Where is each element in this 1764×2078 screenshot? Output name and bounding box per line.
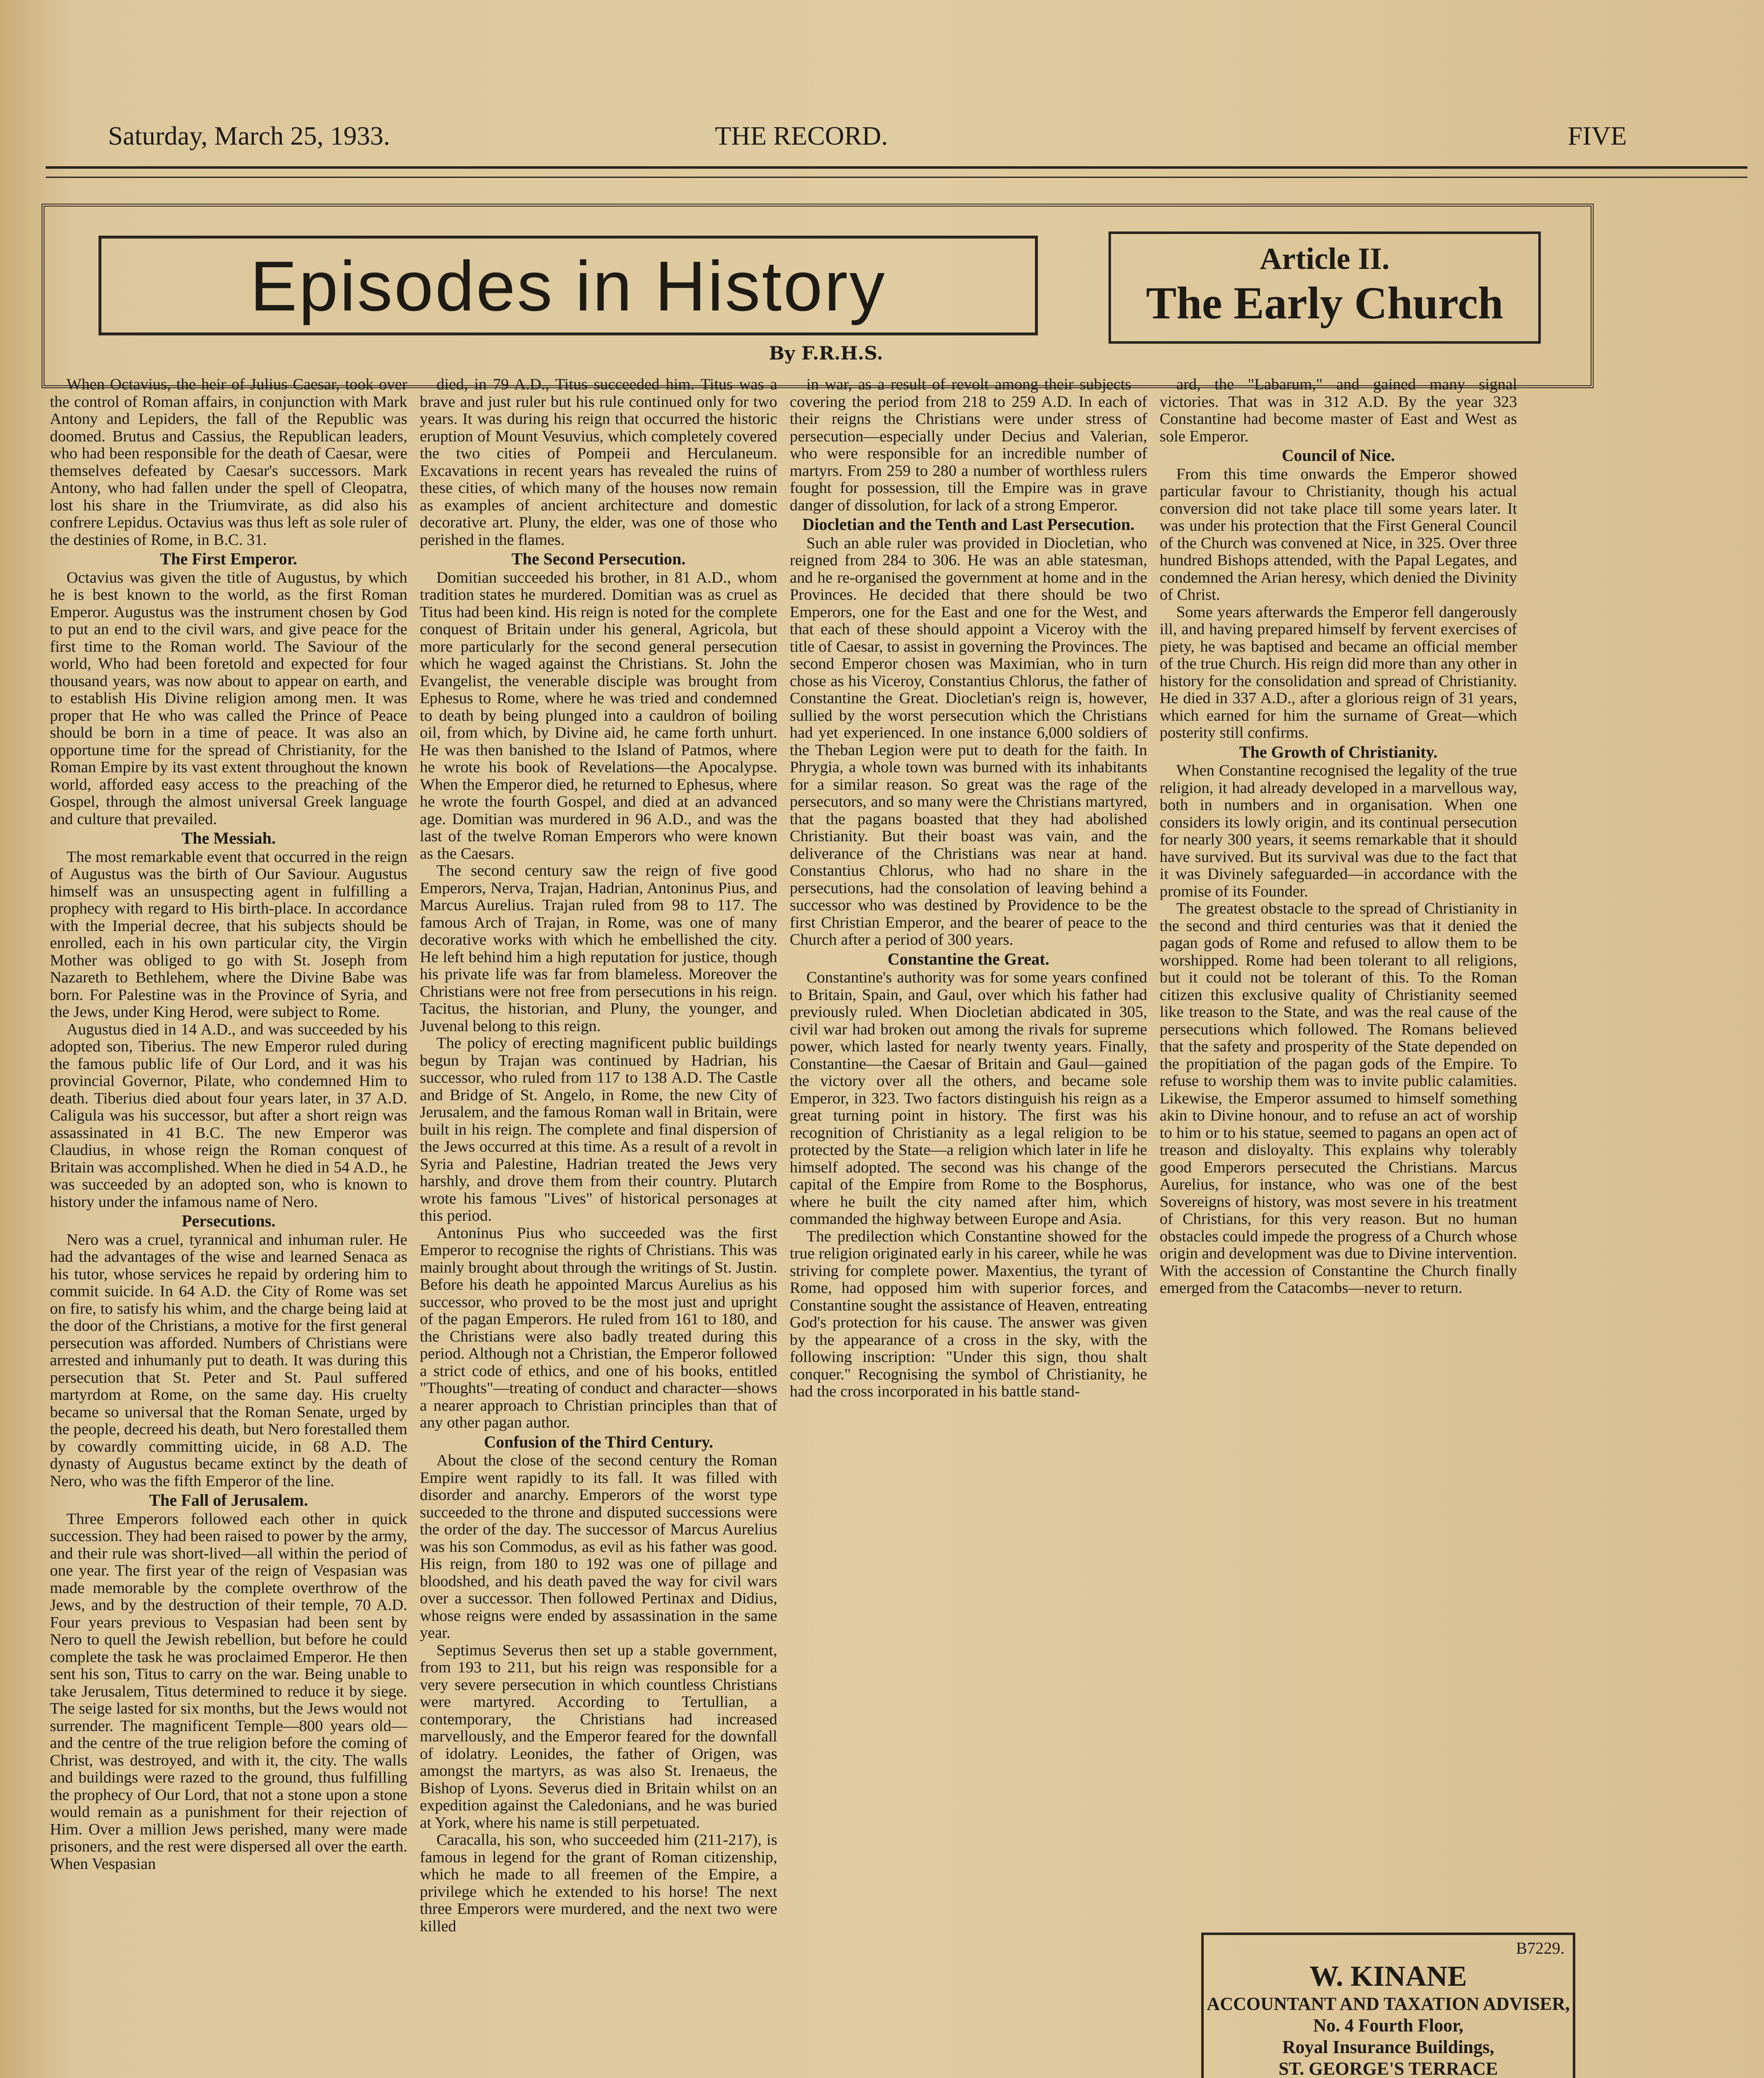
paragraph: Septimus Severus then set up a stable government, from 193 to 211, but his reign was responsible for a very severe persecution in which countless Christians were martyred. According to Tertullian, a contemporary, the Christians had increased marvellously, and the Emperor feared for the downfall of idolatry. Leonides, the father of Origen, was amongst the martyrs, as was also St. Irenaeus, the Bishop of Lyons. Severus died in Britain whilst on an expedition against the Caledonians, and he was buried at York, where his name is still perpetuated.	[420, 1641, 777, 1832]
section-heading: Diocletian and the Tenth and Last Persecution.	[802, 515, 1135, 534]
column-4	[1160, 376, 1517, 1914]
paragraph: The second century saw the reign of five good Emperors, Nerva, Trajan, Hadrian, Antoninus Pius, and Marcus Aurelius. Trajan ruled from 98 to 117. The famous Arch of Trajan, in Rome, was one of many decorative works with which he embellished the city. He left behind him a high reputation for justice, though his private life was far from blameless. Moreover the Christians were not free from persecutions in his reign. Tacitus, the historian, and Pluny, the younger, and Juvenal belong to this reign.	[420, 862, 777, 1035]
section-heading: The First Emperor.	[160, 549, 297, 568]
article-number: Article II.	[1259, 242, 1390, 276]
top-rule	[46, 166, 1747, 169]
top-rule-thin	[46, 177, 1747, 178]
ad-line: No. 4 Fourth Floor,	[1313, 2015, 1463, 2036]
ad-name: W. KINANE	[1309, 1960, 1467, 1992]
paragraph: The most remarkable event that occurred in the reign of Augustus was the birth of Our Saviour. Augustus himself was an unsuspecting agent in fulfilling a prophecy with regard to His birth-place. In accordance with the Imperial decree, that his subjects should be enrolled, each in his own particular city, the Virgin Mother was obliged to go with St. Joseph from Nazareth to Bethlehem, where the Divine Babe was born. For Palestine was in the Province of Syria, and the Jews, under King Herod, were subject to Rome.	[50, 848, 407, 1021]
section-heading: The Growth of Christianity.	[1239, 742, 1438, 761]
kinane-ad	[1201, 1933, 1575, 2078]
article-series-box	[1109, 231, 1541, 344]
paragraph: Augustus died in 14 A.D., and was succeeded by his adopted son, Tiberius. The new Emperor ruled during the famous public life of Our Lord, and it was his provincial Governor, Pilate, who condemned Him to death. Tiberius died about four years later, in 37 A.D. Caligula was his successor, but after a short reign was assassinated in 41 B.C. The new Emperor was Claudius, in whose reign the Roman conquest of Britain was accomplished. When he died in 54 A.D., he was succeeded by an adopted son, who is known to history under the infamous name of Nero.	[50, 1020, 407, 1211]
ad-line: Royal Insurance Buildings,	[1282, 2037, 1494, 2057]
paragraph: The predilection which Constantine showed for the true religion originated early in his career, while he was striving for complete power. Maxentius, the tyrant of Rome, had opposed him with superior forces, and Constantine sought the assistance of Heaven, entreating God's protection for his cause. The answer was given by the appearance of a cross in the sky, with the following inscription: "Under this sign, thou shalt conquer." Recognising the symbol of Christianity, he had the cross incorporated in his battle stand-	[790, 1227, 1147, 1400]
paragraph: died, in 79 A.D., Titus succeeded him. Titus was a brave and just ruler but his rule continued only for two years. It was during his reign that occurred the historic eruption of Mount Vesuvius, which completely covered the two cities of Pompeii and Herculaneum. Excavations in recent years has revealed the ruins of these cities, of which many of the houses now remain as examples of ancient architecture and domestic decorative art. Pluny, the elder, was one of those who perished in the flames.	[420, 376, 777, 549]
paragraph: From this time onwards the Emperor showed particular favour to Christianity, though his actual conversion did not take place till some years later. It was under his protection that the First General Council of the Church was convened at Nice, in 325. Over three hundred Bishops attended, with the Papal Legates, and condemned the Arian heresy, which denied the Divinity of Christ.	[1160, 465, 1517, 603]
masthead	[108, 112, 1627, 158]
section-heading: Confusion of the Third Century.	[484, 1432, 713, 1451]
issue-date: Saturday, March 25, 1933.	[108, 121, 390, 150]
paragraph: Some years afterwards the Emperor fell dangerously ill, and having prepared himself by fervent exercises of piety, he was baptised and became an official member of the true Church. His reign did more than any other in history for the consolidation and spread of Christianity. He died in 337 A.D., after a glorious reign of 31 years, which earned for him the surname of Great—which posterity still confirms.	[1160, 603, 1517, 741]
paragraph: Constantine's authority was for some years confined to Britain, Spain, and Gaul, over which his father had previously ruled. When Diocletian abdicated in 305, civil war had broken out among the rivals for supreme power, which lasted for nearly twenty years. Finally, Constantine—the Caesar of Britain and Gaul—gained the victory over all the others, and became sole Emperor, in 323. Two factors distinguish his reign as a great turning point in history. The first was his recognition of Christianity as a legal religion to be protected by the State—a religion which later in life he himself adopted. The second was his change of the capital of the Empire from Rome to the Bosphorus, where he built the city named after him, which commanded the highway between Europe and Asia.	[790, 969, 1147, 1228]
section-heading: The Messiah.	[181, 829, 276, 847]
section-heading: Constantine the Great.	[887, 949, 1050, 968]
column-3	[790, 376, 1147, 1698]
section-heading: Council of Nice.	[1281, 446, 1395, 465]
article-title: Episodes in History	[99, 236, 1038, 335]
paragraph: Domitian succeeded his brother, in 81 A.D., whom tradition states he murdered. Domitian was as cruel as Titus had been kind. His reign is noted for the complete conquest of Britain under his general, Agricola, but more particularly for the second general persecution which he waged against the Christians. St. John the Evangelist, the venerable disciple was brought from Ephesus to Rome, where he was tried and condemned to death by being plunged into a cauldron of boiling oil, from which, by Divine aid, he came forth unhurt. He was then banished to the Island of Patmos, where he wrote his book of Revelations—the Apocalypse. When the Emperor died, he returned to Ephesus, where he wrote the fourth Gospel, and died at an advanced age. Domitian was murdered in 96 A.D., and was the last of the twelve Roman Emperors who were known as the Caesars.	[420, 569, 777, 862]
ad-code: B7229.	[1516, 1939, 1564, 1957]
section-heading: Persecutions.	[182, 1211, 276, 1230]
paper-name: THE RECORD.	[715, 121, 888, 150]
article-subtitle: The Early Church	[1146, 278, 1503, 328]
column-2	[420, 376, 777, 2078]
paragraph: Octavius was given the title of Augustus, by which he is best known to the world, as the first Roman Emperor. Augustus was the instrument chosen by God to put an end to the civil wars, and give peace for the first time to the Roman world. The Saviour of the world, Who had been foretold and expected for four thousand years, was now about to appear on earth, and to establish His Divine religion among men. It was proper that He who was called the Prince of Peace should be born in a time of peace. It was also an opportune time for the spread of Christianity, for the Roman Empire by its vast extent throughout the known world, afforded easy access to the preaching of the Gospel, through the almost universal Greek language and culture that prevailed.	[50, 569, 407, 828]
column-1	[50, 376, 407, 2078]
byline: By F.R.H.S.	[769, 343, 883, 364]
paragraph: When Constantine recognised the legality of the true religion, it had already developed in a marvellous way, both in numbers and in organisation. When one considers its lowly origin, and its continual persecution for nearly 300 years, it seems remarkable that it should have survived. But its survival was due to the fact that it was Divinely safeguarded—in accordance with the promise of its Founder.	[1160, 762, 1517, 900]
paragraph: ard, the "Labarum," and gained many signal victories. That was in 312 A.D. By the year 323 Constantine had become master of East and West as sole Emperor.	[1160, 376, 1517, 445]
paragraph: The greatest obstacle to the spread of Christianity in the second and third centuries was that it denied the pagan gods of Rome and refused to allow them to be worshipped. Rome had been tolerant to all religions, but it could not be tolerant of this. To the Roman citizen this exclusive quality of Christianity seemed like treason to the State, and was the real cause of the persecutions which followed. The Romans believed that the safety and prosperity of the State depended on the propitiation of the pagan gods of the Empire. To refuse to worship them was to invite public calamities. Likewise, the Emperor assumed to himself something akin to Divine honour, and to refuse an act of worship to him or to his statue, seemed to pagans an open act of treason and disloyalty. This explains why tolerably good Emperors persecuted the Christians. Marcus Aurelius, for instance, who was one of the best Sovereigns of history, was most severe in his treatment of Christians, for this very reason. But no human obstacles could impede the progress of a Church whose origin and development was due to Divine intervention. With the accession of Constantine the Church finally emerged from the Catacombs—never to return.	[1160, 900, 1517, 1297]
section-heading: The Second Persecution.	[511, 549, 686, 568]
paragraph: Antoninus Pius who succeeded was the first Emperor to recognise the rights of Christians. This was mainly brought about through the writings of St. Justin. Before his death he appointed Marcus Aurelius as his successor, who proved to be the most just and upright of the pagan Emperors. He ruled from 161 to 180, and the Christians were also badly treated during this period. Although not a Christian, the Emperor followed a strict code of ethics, and one of his books, entitled "Thoughts"—treating of conduct and character—shows a nearer approach to Christian principles than that of any other pagan author.	[420, 1224, 777, 1431]
paragraph: The policy of erecting magnificent public buildings begun by Trajan was continued by Hadrian, his successor, who ruled from 117 to 138 A.D. The Castle and Bridge of St. Angelo, in Rome, the new City of Jerusalem, and the famous Roman wall in Britain, were built in his reign. The complete and final dispersion of the Jews occurred at this time. As a result of a revolt in Syria and Palestine, Hadrian treated the Jews very harshly, and drove them from their country. Plutarch wrote his famous "Lives" of historical personages at this period.	[420, 1034, 777, 1224]
paragraph: Such an able ruler was provided in Diocletian, who reigned from 284 to 306. He was an able statesman, and he re-organised the government at home and in the Provinces. He decided that there should be two Emperors, one for the East and one for the West, and that each of these should appoint a Viceroy with the title of Caesar, to assist in governing the Provinces. The second Emperor chosen was Maximian, who in turn chose as his Viceroy, Constantius Chlorus, the father of Constantine the Great. Diocletian's reign is, however, sullied by the worst persecution which the Christians had yet experienced. In one instance 6,000 soldiers of the Theban Legion were put to death for the faith. In Phrygia, a whole town was burned with its inhabitants for a similar reason. So great was the rage of the persecutors, and so many were the Christians martyred, that the pagans boasted that they had abolished Christianity. But their boast was vain, and the deliverance of the Christians was near at hand. Constantius Chlorus, who had no share in the persecutions, had the consolation of leaving behind a successor who was destined by Providence to be the first Christian Emperor, and the bearer of peace to the Church after a period of 300 years.	[790, 534, 1147, 948]
paragraph: Three Emperors followed each other in quick succession. They had been raised to power by the army, and their rule was short-lived—all within the period of one year. The first year of the reign of Vespasian was made memorable by the complete overthrow of the Jews, and by the destruction of their temple, 70 A.D. Four years previous to Vespasian had been sent by Nero to quell the Jewish rebellion, but before he could complete the task he was proclaimed Emperor. He then sent his son, Titus to carry on the war. Being unable to take Jerusalem, Titus determined to reduce it by siege. The seige lasted for six months, but the Jews would not surrender. The magnificent Temple—800 years old—and the centre of the true religion before the coming of Christ, was destroyed, and with it, the city. The walls and buildings were razed to the ground, thus fulfilling the prophecy of Our Lord, that not a stone upon a stone would remain as a punishment for their rejection of Him. Over a million Jews perished, many were made prisoners, and the rest were dispersed all over the earth. When Vespasian	[50, 1510, 407, 1873]
paragraph: in war, as a result of revolt among their subjects—covering the period from 218 to 259 A.D. In each of their reigns the Christians were under stress of persecution—especially under Decius and Valerian, who were responsible for an incredible number of martyrs. From 259 to 280 a number of worthless rulers fought for possession, till the Empire was in grave danger of dissolution, for lack of a strong Emperor.	[790, 376, 1147, 514]
paragraph: Nero was a cruel, tyrannical and inhuman ruler. He had the advantages of the wise and learned Senaca as his tutor, whose services he repaid by ordering him to commit suicide. In 64 A.D. the City of Rome was set on fire, to satisfy his whim, and the charge being laid at the door of the Christians, a motive for the first general persecution was afforded. Numbers of Christians were arrested and inhumanly put to death. It was during this persecution that St. Peter and St. Paul suffered martyrdom at Rome, on the same day. His cruelty became so universal that the Roman Senate, urged by the people, decreed his death, but Nero forestalled them by cowardly committing uicide, in 68 A.D. The dynasty of Augustus became extinct by the death of Nero, who was the fifth Emperor of the line.	[50, 1231, 407, 1490]
paragraph: About the close of the second century the Roman Empire went rapidly to its fall. It was filled with disorder and anarchy. Emperors of the worst type succeeded to the throne and disputed successions were the order of the day. The successor of Marcus Aurelius was his son Commodus, as evil as his father was good. His reign, from 180 to 192 was one of pillage and bloodshed, and his death paved the way for civil wars over a successor. Then followed Pertinax and Didius, whose reigns were ended by assassination in the same year.	[420, 1452, 777, 1642]
paragraph: Caracalla, his son, who succeeded him (211-217), is famous in legend for the grant of Roman citizenship, which he made to all freemen of the Empire, a privilege which he extended to his horse! The next three Emperors were murdered, and the next two were killed	[420, 1831, 777, 1935]
paragraph: When Octavius, the heir of Julius Caesar, took over the control of Roman affairs, in conjunction with Mark Antony and Lepiders, the fall of the Republic was doomed. Brutus and Cassius, the Republican leaders, who had been responsible for the death of Caesar, were themselves defeated by Caesar's successors. Mark Antony, who had fallen under the spell of Cleopatra, lost his share in the Triumvirate, as did also his confrere Lepidus. Octavius was thus left as sole ruler of the destinies of Rome, in B.C. 31.	[50, 376, 407, 549]
page-number: FIVE	[1567, 121, 1627, 150]
ad-line: ACCOUNTANT AND TAXATION ADVISER,	[1207, 1994, 1570, 2014]
ad-line: ST. GEORGE'S TERRACE	[1279, 2058, 1498, 2078]
section-heading: The Fall of Jerusalem.	[149, 1491, 308, 1509]
